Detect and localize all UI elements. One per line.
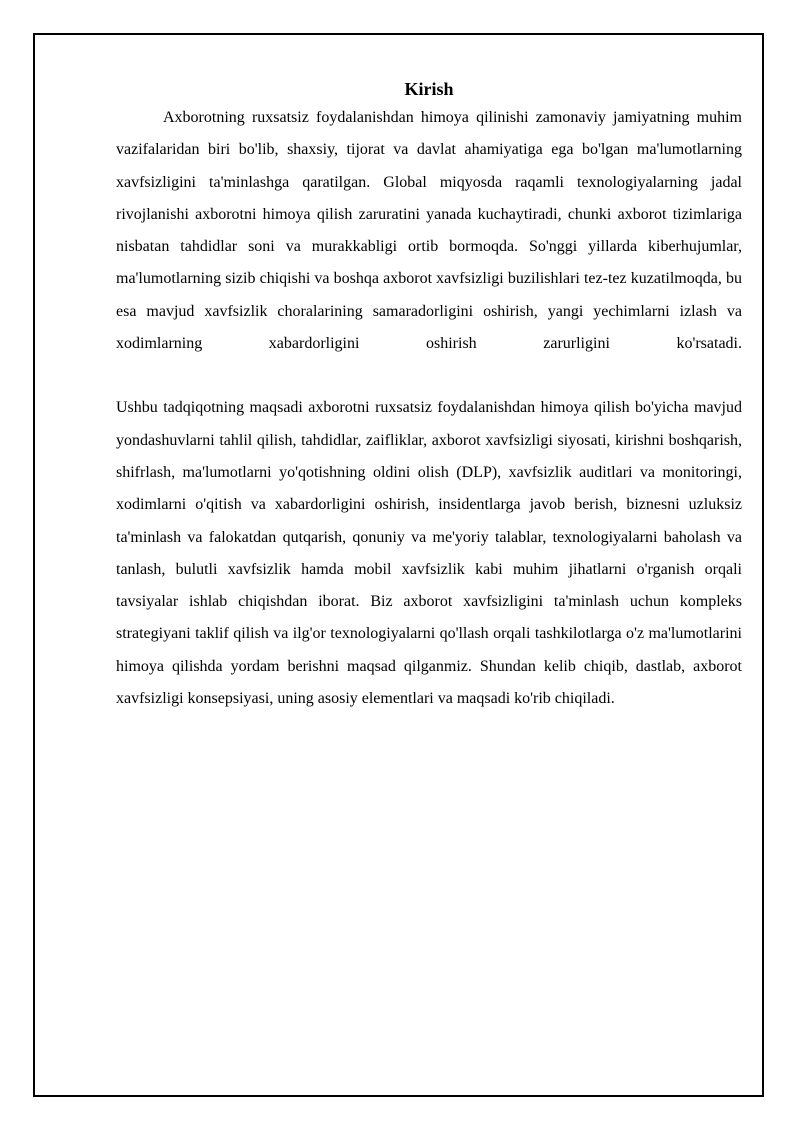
- paragraph-spacer: [116, 360, 742, 392]
- document-body: [116, 76, 742, 715]
- paragraph-purpose: Ushbu tadqiqotning maqsadi axborotni ruxsatsiz foydalanishdan himoya qilish bo'yicha mavjud yondashuvlarni tahlil qilish, tahdidlar, zaifliklar, axborot xavfsizligi siyosati, kirishni boshqarish, shifrlash, ma'lumotlarni yo'qotishning oldini olish (DLP), xavfsizlik auditlari va monitoringi, xodimlarni o'qitish va xabardorligini oshirish, insidentlarga javob berish, biznesni uzluksiz ta'minlash va falokatdan qutqarish, qonuniy va me'yoriy talablar, texnologiyalarni baholash va tanlash, bulutli xavfsizlik hamda mobil xavfsizlik kabi muhim jihatlarni o'rganish orqali tavsiyalar ishlab chiqishdan iborat. Biz axborot xavfsizligini ta'minlash uchun kompleks strategiyani taklif qilish va ilg'or texnologiyalarni qo'llash orqali tashkilotlarga o'z ma'lumotlarini himoya qilishda yordam berishni maqsad qilganmiz. Shundan kelib chiqib, dastlab, axborot xavfsizligi konsepsiyasi, uning asosiy elementlari va maqsadi ko'rib chiqiladi.: [116, 399, 742, 708]
- paragraph-intro: Axborotning ruxsatsiz foydalanishdan himoya qilinishi zamonaviy jamiyatning muhim vazifalaridan biri bo'lib, shaxsiy, tijorat va davlat ahamiyatiga ega bo'lgan ma'lumotlarning xavfsizligini ta'minlashga qaratilgan. Global miqyosda raqamli texnologiyalarning jadal rivojlanishi axborotni himoya qilish zaruratini yanada kuchaytiradi, chunki axborot tizimlariga nisbatan tahdidlar soni va murakkabligi ortib bormoqda. So'nggi yillarda kiberhujumlar, ma'lumotlarning sizib chiqishi va boshqa axborot xavfsizligi buzilishlari tez-tez kuzatilmoqda, bu esa mavjud xavfsizlik choralarining samaradorligini oshirish, yangi yechimlarni izlash va xodimlarning xabardorligini oshirish zarurligini ko'rsatadi.: [116, 109, 742, 353]
- section-title: Kirish: [404, 79, 454, 99]
